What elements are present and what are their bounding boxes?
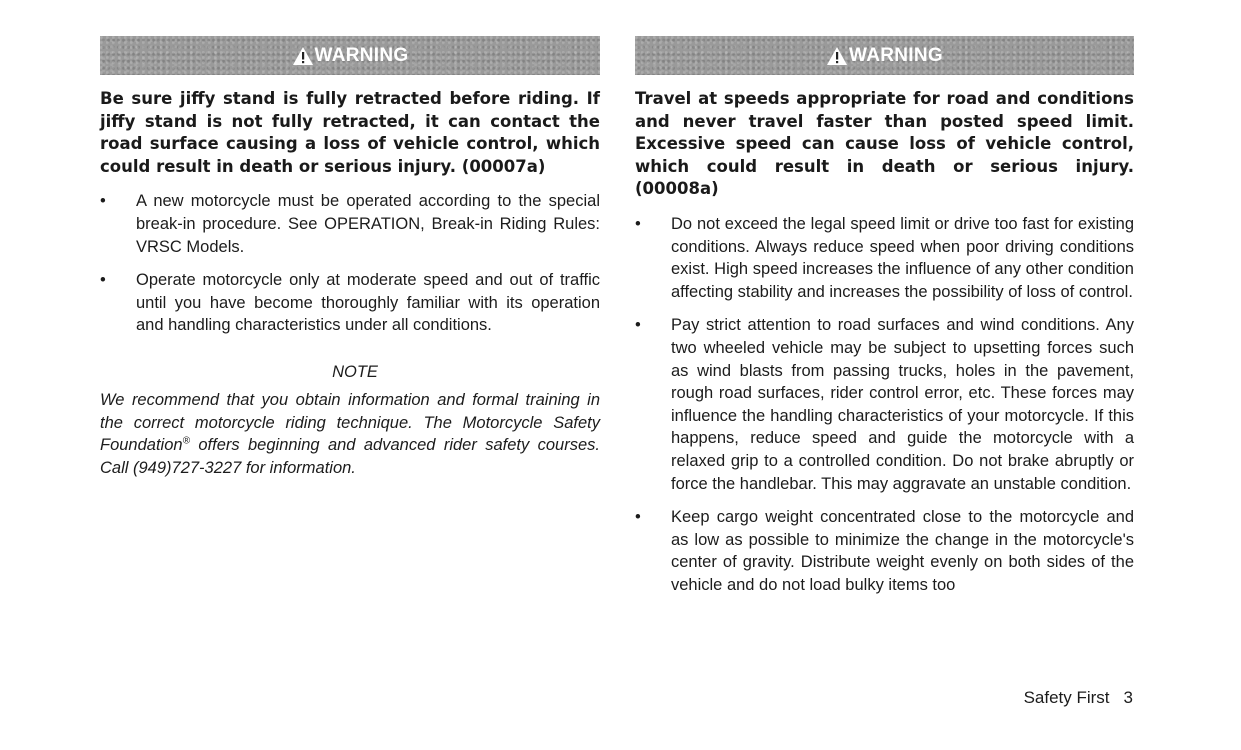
note-text-part: offers beginning and advanced rider safety courses. Call (949)727-3227 for information. [100,436,600,477]
warning-banner-right [635,36,1134,75]
list-item [635,213,1134,303]
bullet-glyph: • [635,316,641,335]
warning-triangle-icon [826,46,848,66]
footer-section-title: Safety First [1023,688,1110,707]
bullet-glyph: • [635,508,641,527]
warning-banner-left [100,36,600,75]
left-column [100,36,600,479]
list-item [635,506,1134,596]
warning-text: Be sure jiffy stand is fully retracted before riding. If jiffy stand is not fully retracted, it can contact the road surface causing a loss of vehicle control, which could result in death or serious injury. (00007a) [100,89,600,176]
list-item-text: Do not exceed the legal speed limit or drive too fast for existing conditions. Always reduce speed when poor driving conditions exist. High speed increases the influence of any other condition affecting stability and increases the possibility of loss of control. [671,214,1134,301]
bullet-list-right [635,213,1134,597]
bullet-glyph: • [100,192,106,211]
list-item-text: A new motorcycle must be operated according to the special break-in procedure. See OPERATION, Break-in Riding Rules: VRSC Models. [136,192,600,256]
warning-banner-label: WARNING [849,44,943,66]
list-item [100,269,600,337]
page-number: 3 [1123,688,1133,707]
warning-triangle-icon [292,46,314,66]
note-heading: NOTE [332,362,378,381]
list-item-text: Operate motorcycle only at moderate speed and out of traffic until you have become thoroughly familiar with its operation and handling characteristics under all conditions. [136,271,600,335]
list-item [635,314,1134,495]
bullet-glyph: • [100,271,106,290]
list-item [100,190,600,258]
list-item-text: Keep cargo weight concentrated close to the motorcycle and as low as possible to minimize the change in the motorcycle's center of gravity. Distribute weight evenly on both sides of the vehicle and do not load bulky items too [671,508,1134,594]
note-text-part: We recommend that you obtain information and formal training in the correct motorcycle riding technique. The Motorcycle Safety Foundation [100,390,600,455]
page-footer [1024,688,1133,708]
bullet-list-left [100,190,600,337]
list-item-text: Pay strict attention to road surfaces and wind conditions. Any two wheeled vehicle may be subject to upsetting forces such as wind blasts from passing trucks, holes in the pavement, rough road surfaces, rider control error, etc. These forces may influence the handling characteristics of your motorcycle. If this happens, reduce speed and guide the motorcycle with a relaxed grip to a controlled condition. Do not brake abruptly or force the handlebar. This may aggravate an unstable condition. [671,316,1134,493]
right-column [635,36,1134,607]
bullet-glyph: • [635,214,641,233]
registered-mark: ® [182,435,190,447]
warning-text: Travel at speeds appropriate for road and conditions and never travel faster than posted speed limit. Excessive speed can cause loss of vehicle control, which could result in death or serious injury. (00008a) [635,89,1134,199]
note-text [100,389,600,479]
warning-banner-label: WARNING [314,44,409,66]
